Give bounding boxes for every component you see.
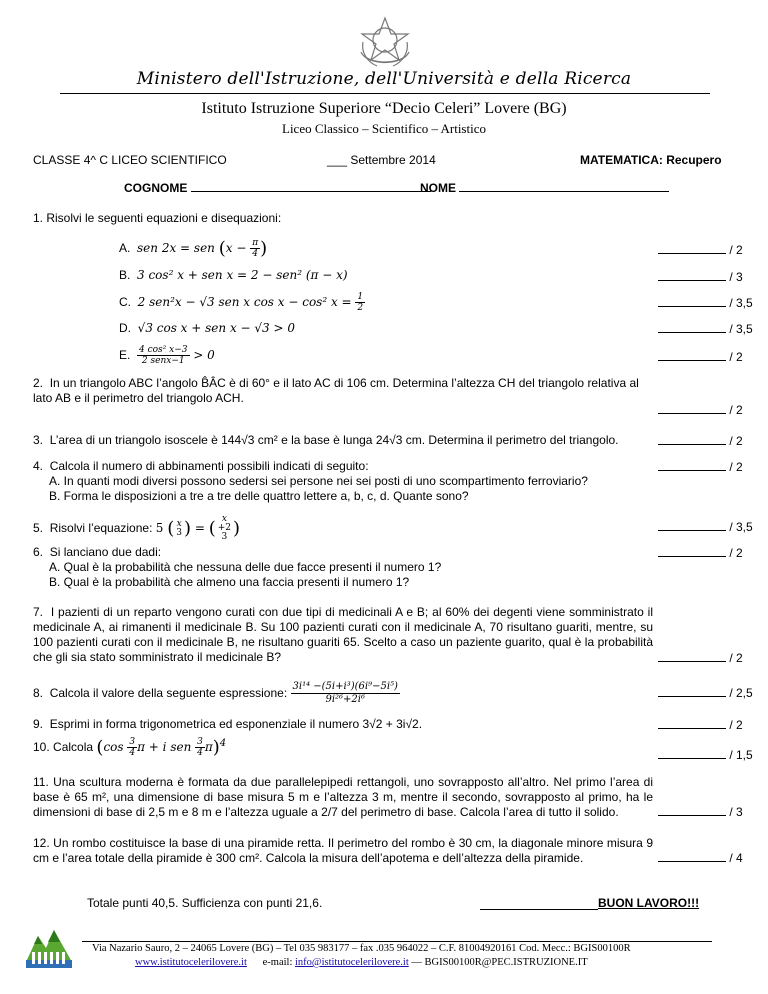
surname-field[interactable] [124, 181, 431, 195]
question-9: 9. Esprimi in forma trigonometrica ed esponenziale il numero 3√2 + 3i√2. [33, 717, 423, 731]
question-12: 12. Un rombo costituisce la base di una piramide retta. Il perimetro del rombo è 30 cm, la diagonale minore misura 9 cm e l’area totale della piramide è 300 cm². Calcola la misura dell’apotema e dell’altezza della piramide. [33, 836, 653, 865]
date-label: ___ Settembre 2014 [327, 153, 436, 167]
footer-contacts [135, 957, 588, 968]
q1-d-score[interactable]: / 3,5 [658, 322, 753, 336]
class-label: CLASSE 4^ C LICEO SCIENTIFICO [33, 153, 227, 167]
institute-name: Istituto Istruzione Superiore “Decio Celeri” Lovere (BG) [201, 100, 567, 117]
pec-address[interactable]: — BGIS00100R@PEC.ISTRUZIONE.IT [411, 957, 588, 968]
question-6: 6. Si lanciano due dadi: A. Qual è la probabilità che nessuna delle due facce presenti il numero 1? B. Qual è la probabilità che almeno una faccia presenti il numero 1? [33, 545, 442, 589]
question-10: 10. Calcola (cos $\frac{3}{4}$ π + i sen $\frac{3}{4}$ π)$^4$ [33, 737, 227, 758]
email-link[interactable]: info@istitutocelerilovere.it [295, 957, 409, 968]
question-11: 11. Una scultura moderna è formata da due parallelepipedi rettangoli, uno sovrapposto all’altro. Nel primo l’area di base è 65 m², una dimensione di base misura 5 m e l’altezza 3 m, mentre il secondo, sovrapposto al primo, ha le dimensioni di base di 2,5 m e 8 m e l’altezza uguale a 2/7 del perimetro di base. Calcola l’area di tutto il solido. [33, 775, 653, 819]
surname-label: COGNOME [124, 181, 188, 195]
email-label: e-mail: [262, 957, 293, 968]
q9-score[interactable]: / 2 [658, 718, 743, 732]
question-1-text: 1. Risolvi le seguenti equazioni e disequazioni: [33, 211, 282, 225]
footer-divider [82, 941, 712, 942]
name-label: NOME [420, 181, 456, 195]
q1-item-a: A. sen 2x = sen (x − $\frac{\pi}{4}$ ) [119, 238, 268, 259]
q7-score[interactable]: / 2 [658, 651, 743, 665]
total-points: Totale punti 40,5. Sufficienza con punti 21,6. [87, 896, 323, 910]
q10-score[interactable]: / 1,5 [658, 748, 753, 762]
q1-c-score[interactable]: / 3,5 [658, 296, 753, 310]
question-7: 7. I pazienti di un reparto vengono curati con due tipi di medicinali A e B; al 60% dei degenti viene somministrato il medicinale A, ai rimanenti il medicinale B. Su 100 pazienti curati con il medicinale A, 70 risultano guariti, mentre, su 100 pazienti curati con il medicinale B, ne risultano guariti 65. Scelto a caso un paziente guarito, qual è la probabilità che gli sia stato somministrato il medicinale B? [33, 605, 653, 664]
ministry-title: Ministero dell'Istruzione, dell'Università e della Ricerca [136, 69, 632, 89]
q1-item-d: D. √3 cos x + sen x − √3 > 0 [119, 321, 295, 335]
header-divider [60, 93, 710, 94]
republic-emblem-icon [355, 12, 415, 70]
q11-score[interactable]: / 3 [658, 805, 743, 819]
q4-score[interactable]: / 2 [658, 460, 743, 474]
good-luck: BUON LAVORO!!! [480, 896, 699, 910]
website-link[interactable]: www.istitutocelerilovere.it [135, 957, 247, 968]
question-8: 8. Calcola il valore della seguente espressione: $\frac{\text{3i¹⁴ −(5i+i³)(6i⁹−5i⁵)}}{\text{9i²⁶+2i⁶}}$ [33, 681, 398, 705]
q2-score[interactable]: / 2 [658, 403, 743, 417]
q6-score[interactable]: / 2 [658, 546, 743, 560]
q1-item-e: E. $\frac{\text{4 cos² x−3}}{\text{2 senx−1}}$ > 0 [119, 345, 215, 366]
school-logo-icon [24, 922, 76, 974]
school-subtitle: Liceo Classico – Scientifico – Artistico [282, 121, 486, 136]
question-3: 3. L’area di un triangolo isoscele è 144√3 cm² e la base è lunga 24√3 cm. Determina il perimetro del triangolo. [33, 433, 619, 447]
q3-score[interactable]: / 2 [658, 434, 743, 448]
q1-item-b: B. 3 cos² x + sen x = 2 − sen² (π − x) [119, 268, 348, 282]
name-field[interactable] [420, 181, 669, 195]
q5-score[interactable]: / 3,5 [658, 520, 753, 534]
question-2: 2. In un triangolo ABC l’angolo B̂ÂC è di 60° e il lato AC di 106 cm. Determina l’altezza CH del triangolo relativa al lato AB e il perimetro del triangolo ACH. [33, 376, 639, 405]
q1-b-score[interactable]: / 3 [658, 270, 743, 284]
q12-score[interactable]: / 4 [658, 851, 743, 865]
subject-label: MATEMATICA: Recupero [580, 153, 722, 167]
q1-a-score[interactable]: / 2 [658, 243, 743, 257]
footer-address: Via Nazario Sauro, 2 – 24065 Lovere (BG) – Tel 035 983177 – fax .035 964022 – C.F. 81004920161 Cod. Mecc.: BGIS00100R [92, 943, 631, 954]
q8-score[interactable]: / 2,5 [658, 686, 753, 700]
q1-e-score[interactable]: / 2 [658, 350, 743, 364]
q1-item-c: C. 2 sen²x − √3 sen x cos x − cos² x = $\frac{1}{2}$ [119, 292, 364, 313]
question-4: 4. Calcola il numero di abbinamenti possibili indicati di seguito: A. In quanti modi diversi possono sedersi sei persone nei sei posti di uno scompartimento ferroviario? B. Forma le disposizioni a tre a tre delle quattro lettere a, b, c, d. Quante sono? [33, 459, 588, 503]
question-5: 5. Risolvi l’equazione: 5 ( x 3 ) = ( x +2 3 ) [33, 514, 241, 542]
